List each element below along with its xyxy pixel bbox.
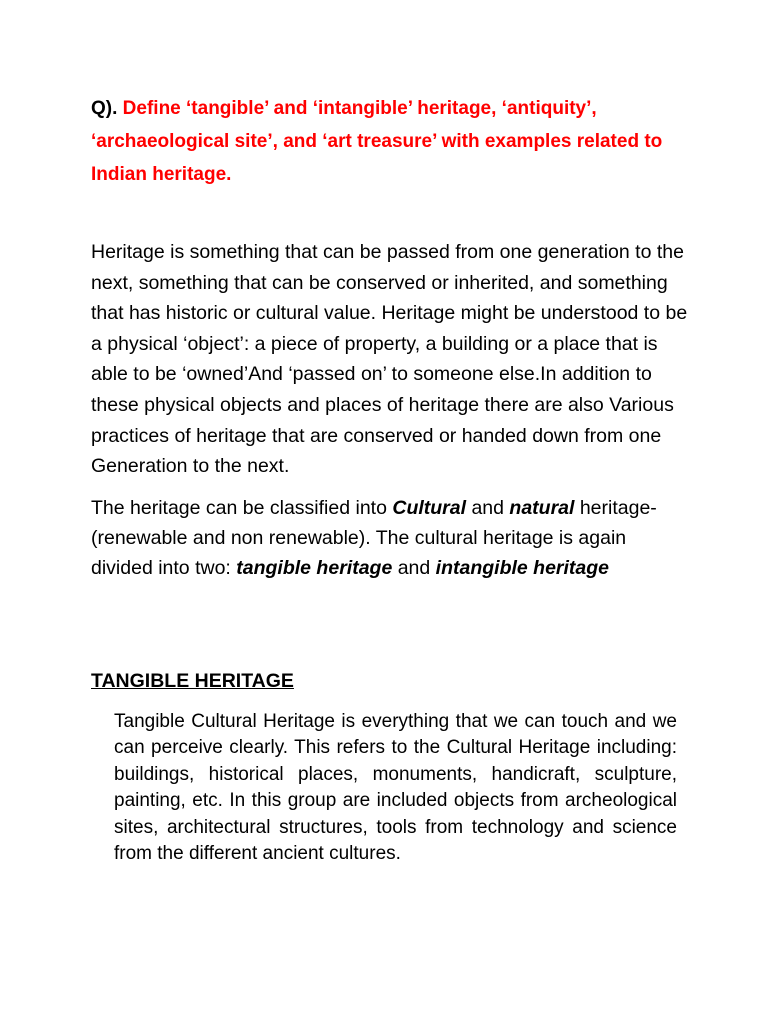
classification-text-2: heritage- (renewable and non renewable). The cultural heritage is again divided into two: xyxy=(91,497,657,579)
heritage-definition-paragraph: Heritage is something that can be passed from one generation to the next, something that can be conserved or inherited, and something that has historic or cultural value. Heritage might be understood to be a physical ‘object’: a piece of property, a building or a place that is able to be ‘owned’And ‘passed on’ to someone else.In addition to these physical objects and places of heritage there are also Various practices of heritage that are conserved or handed down from one Generation to the next. xyxy=(91,241,688,478)
classification-and-2: and xyxy=(392,557,436,579)
question xyxy=(91,92,691,191)
term-intangible-heritage: intangible heritage xyxy=(435,557,610,579)
term-tangible-heritage: tangible heritage xyxy=(236,557,393,579)
question-separator: . xyxy=(112,98,123,119)
question-prefix: Q) xyxy=(91,98,113,119)
classification-and-1: and xyxy=(466,497,510,519)
classification-text-1: The heritage can be classified into xyxy=(91,497,393,519)
term-cultural: Cultural xyxy=(392,497,467,519)
section-heading: TANGIBLE HERITAGE xyxy=(91,670,294,692)
question-text: Define ‘tangible’ and ‘intangible’ heritage, ‘antiquity’, ‘archaeological site’, and ‘art treasure’ with examples related to Indian heritage. xyxy=(91,98,663,185)
tangible-heritage-paragraph: Tangible Cultural Heritage is everything that we can touch and we can perceive clearly. This refers to the Cultural Heritage including: buildings, historical places, monuments, handicraft, sculpture, painting, etc. In this group are included objects from archeological sites, architectural structures, tools from technology and science from the different ancient cultures. xyxy=(114,711,677,865)
classification-paragraph xyxy=(91,493,691,583)
term-natural: natural xyxy=(509,497,575,519)
